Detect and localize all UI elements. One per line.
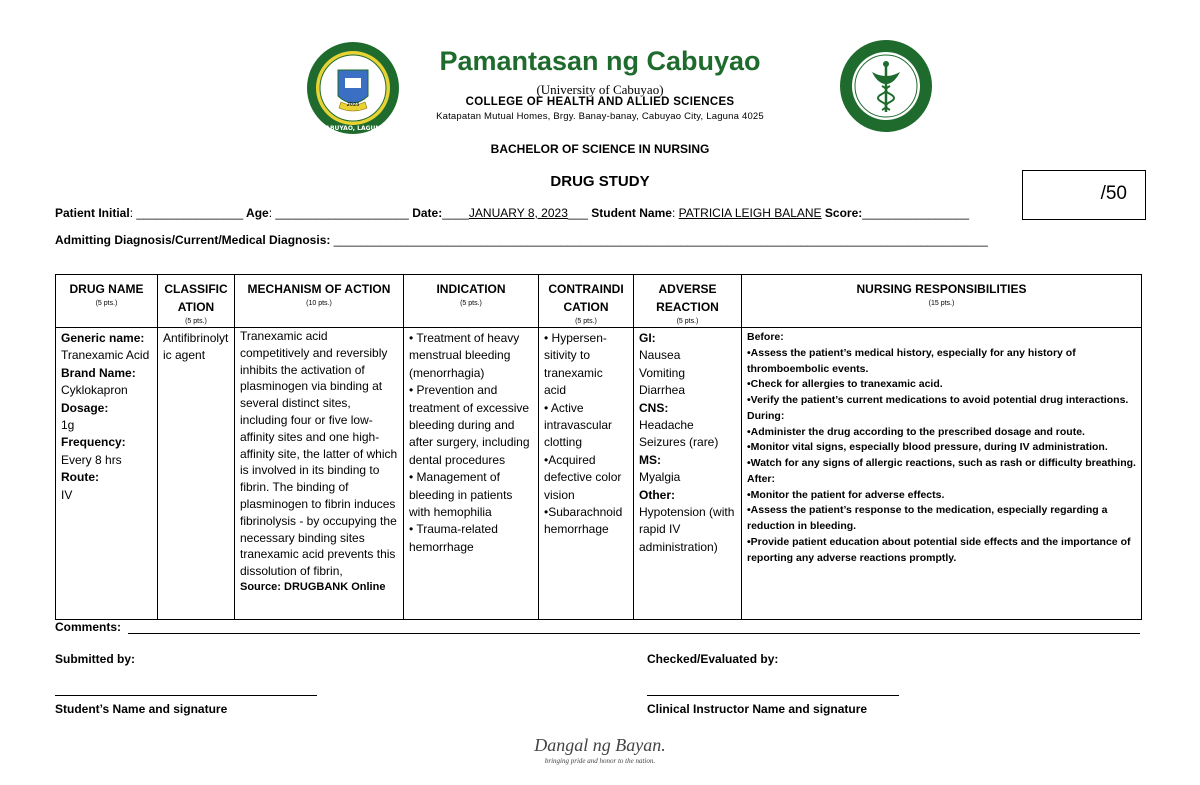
adverse-item: Hypotension (with rapid IV administration) [639, 504, 735, 554]
dosage-label: Dosage: [61, 400, 109, 415]
footer-tagline: bringing pride and honor to the nation. [544, 757, 656, 765]
nursing-item: •Check for allergies to tranexamic acid. [747, 378, 943, 391]
adverse-gi-label: GI: [639, 331, 656, 345]
mechanism-text: Tranexamic acid competitively and reversibly inhibits the activation of plasminogen via binding at several distinct sites, including four or five low-affinity sites and one high-affinity site, the latter of which is involved in its binding to fibrin. The binding of plasminogen to fibrin induces fibrinolysis - by occupying the necessary binding sites tranexamic acid prevents this dissolution of fibrin, [240, 329, 398, 579]
header-mechanism: MECHANISM OF ACTION (10 pts.) [235, 275, 404, 328]
student-name-colon: : [671, 206, 679, 220]
indication-item: • Management of bleeding in patients with hemophilia [409, 470, 513, 519]
student-name-field[interactable]: PATRICIA LEIGH BALANE [678, 206, 822, 220]
score-box [1022, 170, 1146, 220]
mechanism-source: Source: DRUGBANK Online [240, 580, 386, 593]
page-title: DRUG STUDY [550, 173, 650, 190]
contraindication-cell[interactable] [539, 328, 634, 620]
university-name: Pamantasan ng Cabuyao [439, 46, 761, 76]
frequency-label: Frequency: [61, 435, 126, 450]
route-value: IV [61, 487, 73, 502]
contraindication-item: • Hypersen-sitivity to tranexamic acid [544, 331, 607, 398]
student-signature-line[interactable] [55, 695, 317, 696]
date-underline-end: ___ [567, 206, 588, 220]
diagnosis-field[interactable]: __________________________________________________________________________________________________ [333, 233, 988, 247]
indication-item: • Prevention and treatment of excessive bleeding during and after surgery, including dental procedures [409, 383, 530, 467]
date-underline: ____ [442, 206, 469, 220]
age-field[interactable]: : ____________________ [268, 206, 409, 220]
header-adverse-reaction: ADVERSE REACTION (5 pts.) [634, 275, 742, 328]
score-total: /50 [1100, 183, 1127, 204]
diagnosis-line [55, 233, 988, 247]
nursing-item: •Provide patient education about potential side effects and the importance of reporting any adverse reactions promptly. [747, 535, 1131, 564]
route-label: Route: [61, 470, 99, 485]
generic-name-label: Generic name: [61, 331, 145, 345]
score-field[interactable]: ________________ [862, 206, 970, 220]
submitted-by-label: Submitted by: [55, 652, 135, 666]
brand-name-value: Cyklokapron [61, 383, 128, 398]
classification-cell[interactable] [158, 328, 235, 620]
university-english-name: (University of Cabuyao) [536, 82, 664, 97]
header-indication: INDICATION (5 pts.) [404, 275, 539, 328]
table-header-row [56, 275, 1142, 328]
instructor-signature-label: Clinical Instructor Name and signature [647, 702, 868, 716]
drug-name-cell[interactable] [56, 328, 158, 620]
indication-item: • Trauma-related hemorrhage [409, 522, 498, 554]
contraindication-item: • Active intravascular clotting [544, 400, 613, 450]
student-signature-label: Student’s Name and signature [55, 702, 228, 716]
header-drug-name: DRUG NAME (5 pts.) [56, 275, 158, 328]
nursing-responsibilities-cell[interactable] [742, 328, 1142, 620]
footer-motto: Dangal ng Bayan. [534, 735, 666, 755]
age-label: Age [246, 206, 269, 220]
nursing-item: •Monitor the patient for adverse effects. [747, 488, 945, 501]
contraindication-item: •Subarachnoid hemorrhage [544, 504, 623, 537]
score-label: Score: [824, 206, 863, 220]
patient-initial-field[interactable]: : ________________ [129, 206, 244, 220]
student-name-label: Student Name [591, 206, 672, 220]
adverse-item: Diarrhea [639, 383, 686, 398]
adverse-item: Nausea [639, 348, 681, 363]
college-address: Katapatan Mutual Homes, Brgy. Banay-banay, Cabuyao City, Laguna 4025 [436, 111, 764, 122]
indication-item: • Treatment of heavy menstrual bleeding (menorrhagia) [409, 331, 520, 380]
nursing-item: •Assess the patient’s medical history, especially for any history of thromboembolic events. [747, 346, 1076, 375]
diagnosis-label: Admitting Diagnosis/Current/Medical Diagnosis: [55, 233, 334, 247]
program-name: BACHELOR OF SCIENCE IN NURSING [490, 142, 710, 156]
patient-initial-label: Patient Initial [55, 206, 130, 220]
dosage-value: 1g [61, 417, 75, 432]
instructor-signature-line[interactable] [647, 695, 899, 696]
comments-field[interactable] [128, 633, 1140, 634]
date-field[interactable]: JANUARY 8, 2023 [468, 206, 568, 220]
nursing-item: •Administer the drug according to the prescribed dosage and route. [747, 425, 1085, 438]
patient-info-line [55, 206, 969, 220]
table-row [56, 328, 1142, 620]
date-label: Date: [412, 206, 443, 220]
checked-by-label: Checked/Evaluated by: [647, 652, 779, 666]
drug-study-table [55, 274, 1142, 620]
adverse-item: Vomiting [639, 365, 686, 380]
nursing-before-label: Before: [747, 331, 784, 343]
header-contraindication: CONTRAINDI CATION (5 pts.) [539, 275, 634, 328]
nursing-item: •Watch for any signs of allergic reactions, such as rash or difficulty breathing. [747, 457, 1136, 469]
mechanism-cell[interactable] [235, 328, 404, 620]
seal-location: CABUYAO, LAGUNA [320, 125, 386, 132]
adverse-item: Myalgia [639, 470, 681, 485]
adverse-ms-label: MS: [639, 452, 661, 467]
adverse-cns-label: CNS: [639, 400, 669, 415]
brand-name-label: Brand Name: [61, 365, 136, 380]
header-classification: CLASSIFIC ATION (5 pts.) [158, 275, 235, 328]
adverse-other-label: Other: [639, 487, 675, 502]
nursing-during-label: During: [747, 409, 785, 422]
comments-label: Comments: [55, 620, 122, 634]
nursing-item: •Verify the patient’s current medications to avoid potential drug interactions. [747, 394, 1129, 406]
adverse-item: Seizures (rare) [639, 435, 719, 450]
seal-year: 2023 [346, 102, 360, 108]
indication-cell[interactable] [404, 328, 539, 620]
college-name: COLLEGE OF HEALTH AND ALLIED SCIENCES [465, 96, 735, 108]
header-nursing-responsibilities: NURSING RESPONSIBILITIES (15 pts.) [742, 275, 1142, 328]
adverse-reaction-cell[interactable] [634, 328, 742, 620]
frequency-value: Every 8 hrs [61, 452, 122, 467]
generic-name-value: Tranexamic Acid [61, 348, 150, 363]
nursing-after-label: After: [747, 472, 775, 485]
nursing-item: •Assess the patient’s response to the medication, especially regarding a reduction in bleeding. [747, 504, 1108, 532]
contraindication-item: •Acquired defective color vision [544, 452, 622, 502]
adverse-item: Headache [639, 417, 694, 432]
classification-value: Antifibrinolytic agent [163, 331, 229, 363]
nursing-item: •Monitor vital signs, especially blood pressure, during IV administration. [747, 441, 1108, 454]
